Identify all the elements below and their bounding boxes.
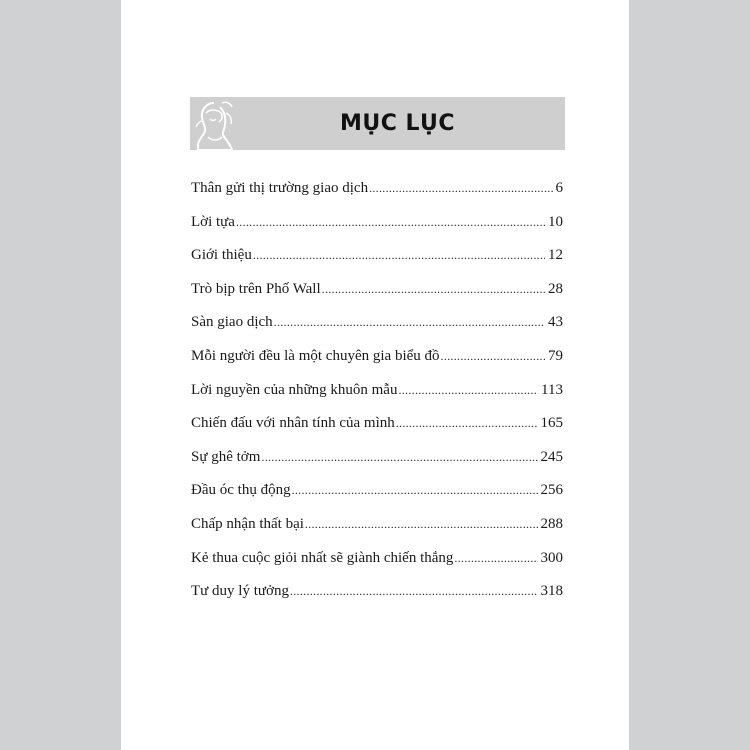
toc-entry-title: Tư duy lý tưởng xyxy=(191,583,289,600)
page-title: MỤC LỤC xyxy=(339,111,456,136)
toc-entry-page: 300 xyxy=(540,549,563,566)
toc-entry xyxy=(191,482,563,516)
toc-entry-title: Kẻ thua cuộc giỏi nhất sẽ giành chiến thắng xyxy=(191,549,454,566)
table-of-contents xyxy=(191,180,563,617)
toc-entry-page: 79 xyxy=(548,347,563,364)
toc-entry-title: Đầu óc thụ động xyxy=(191,482,291,499)
toc-entry xyxy=(191,415,563,449)
toc-entry-page: 10 xyxy=(548,213,563,230)
dot-leader xyxy=(253,248,545,263)
toc-entry-title: Giới thiệu xyxy=(191,247,252,264)
toc-entry xyxy=(191,583,563,617)
toc-entry-page: 6 xyxy=(555,180,563,196)
dot-leader xyxy=(274,315,545,330)
toc-entry-page: 318 xyxy=(540,583,563,600)
toc-entry-title: Sàn giao dịch xyxy=(191,314,273,331)
toc-entry xyxy=(191,382,563,416)
toc-entry xyxy=(191,281,563,315)
toc-entry-page: 288 xyxy=(540,515,563,532)
toc-entry xyxy=(191,314,563,348)
toc-entry xyxy=(191,516,563,550)
toc-entry xyxy=(191,348,563,382)
toc-entry xyxy=(191,550,563,584)
dot-leader xyxy=(290,584,538,599)
dot-leader xyxy=(396,416,538,431)
dot-leader xyxy=(236,215,545,230)
toc-entry-page: 43 xyxy=(548,314,563,331)
toc-entry-title: Mỗi người đều là một chuyên gia biểu đồ xyxy=(191,347,440,364)
toc-header-band xyxy=(190,97,565,150)
toc-entry-title: Chấp nhận thất bại xyxy=(191,515,304,532)
toc-entry-title: Sự ghê tởm xyxy=(191,448,261,465)
dot-leader xyxy=(369,181,552,196)
toc-entry-title: Chiến đấu với nhân tính của mình xyxy=(191,415,395,432)
book-page xyxy=(121,0,629,750)
toc-entry xyxy=(191,214,563,248)
dot-leader xyxy=(292,483,538,498)
toc-entry-page: 12 xyxy=(548,247,563,264)
toc-entry-page: 165 xyxy=(540,415,563,432)
dot-leader xyxy=(322,282,545,297)
dot-leader xyxy=(398,383,538,398)
toc-entry-page: 113 xyxy=(541,381,563,398)
toc-entry-page: 245 xyxy=(540,448,563,465)
toc-entry-title: Lời tựa xyxy=(191,213,235,230)
dot-leader xyxy=(454,551,537,566)
dot-leader xyxy=(305,517,538,532)
toc-entry xyxy=(191,180,563,214)
toc-entry-page: 28 xyxy=(548,280,563,297)
toc-entry xyxy=(191,449,563,483)
toc-entry-page: 256 xyxy=(540,482,563,499)
toc-entry-title: Thân gửi thị trường giao dịch xyxy=(191,180,369,196)
toc-entry xyxy=(191,247,563,281)
dot-leader xyxy=(441,349,545,364)
toc-entry-title: Lời nguyền của những khuôn mẫu xyxy=(191,381,398,398)
toc-entry-title: Trò bịp trên Phố Wall xyxy=(191,280,321,297)
dot-leader xyxy=(261,450,537,465)
